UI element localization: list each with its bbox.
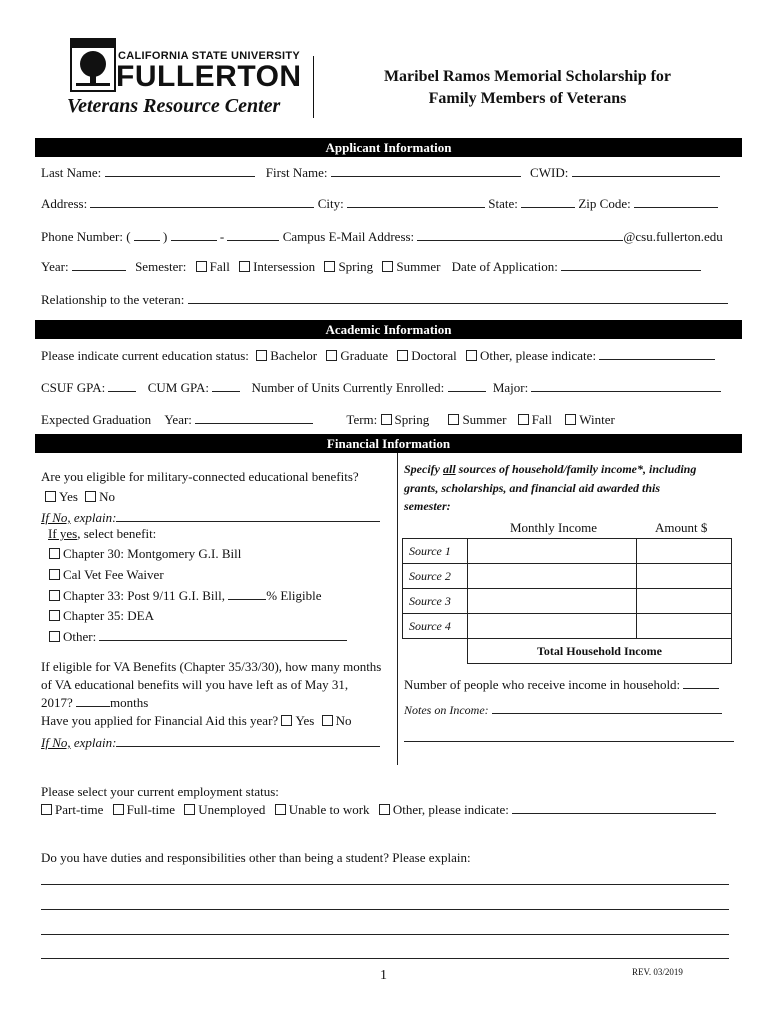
csuf-gpa-field[interactable] — [108, 380, 136, 392]
phone-row — [41, 229, 723, 245]
duties-line-1[interactable] — [41, 874, 729, 885]
semester-spring-option[interactable]: Spring — [324, 259, 373, 274]
if-yes-label: If yes — [48, 526, 78, 541]
financial-aid-no-explain-row — [41, 735, 380, 751]
checkbox-icon[interactable] — [45, 491, 56, 502]
select-benefit-label: , select benefit: — [77, 526, 157, 541]
checkbox-icon[interactable] — [281, 715, 292, 726]
financial-aid-yes-option[interactable]: Yes — [281, 713, 314, 728]
status-doctoral-option[interactable]: Doctoral — [397, 348, 456, 363]
phone-paren: ) — [163, 229, 168, 244]
city-label: City: — [317, 196, 344, 211]
checkbox-icon[interactable] — [397, 350, 408, 361]
income-row — [403, 539, 732, 564]
va-months-question-line1: If eligible for VA Benefits (Chapter 35/33/30), how many months — [41, 659, 382, 674]
income-table — [402, 538, 732, 664]
income-source-label: Source 4 — [403, 614, 468, 639]
cum-gpa-field[interactable] — [212, 380, 240, 392]
benefit-chapter33-option[interactable]: Chapter 33: Post 9/11 G.I. Bill, % Eligible — [49, 588, 322, 604]
benefits-no-explain-row — [41, 510, 380, 526]
benefit-chapter35-option[interactable]: Chapter 35: DEA — [49, 608, 154, 624]
benefits-yes-option[interactable]: Yes — [45, 489, 78, 504]
checkbox-icon[interactable] — [382, 261, 393, 272]
checkbox-icon[interactable] — [184, 804, 195, 815]
first-name-label: First Name: — [265, 165, 328, 180]
monthly-income-cell[interactable] — [468, 589, 637, 614]
campus-name: FULLERTON — [116, 60, 302, 93]
checkbox-icon[interactable] — [326, 350, 337, 361]
semester-intersession-option[interactable]: Intersession — [239, 259, 315, 274]
duties-question: Do you have duties and responsibilities other than being a student? Please explain: — [41, 850, 471, 865]
employment-options-row — [41, 802, 716, 818]
duties-line-2[interactable] — [41, 899, 729, 910]
va-months-row — [41, 695, 148, 711]
phone-label: Phone Number: ( — [41, 229, 131, 244]
name-row — [41, 165, 720, 181]
city-field[interactable] — [347, 196, 485, 208]
semester-summer-option[interactable]: Summer — [382, 259, 440, 274]
benefits-no-option[interactable]: No — [85, 489, 115, 504]
monthly-income-header: Monthly Income — [510, 520, 598, 535]
checkbox-icon[interactable] — [49, 610, 60, 621]
section-academic: Academic Information — [35, 320, 742, 339]
term-row — [41, 259, 701, 275]
employment-other-option[interactable]: Other, please indicate: — [379, 802, 509, 817]
people-receiving-field[interactable] — [683, 677, 719, 689]
phone-prefix-field[interactable] — [171, 229, 217, 241]
graduation-year-field[interactable] — [195, 412, 313, 424]
va-months-field[interactable] — [76, 695, 110, 707]
csuf-gpa-label: CSUF GPA: — [41, 380, 106, 395]
address-label: Address: — [41, 196, 88, 211]
income-row — [403, 589, 732, 614]
benefit-calvet-option[interactable]: Cal Vet Fee Waiver — [49, 567, 164, 583]
benefits-no-explain-field[interactable] — [116, 510, 380, 522]
income-row — [403, 564, 732, 589]
section-applicant: Applicant Information — [35, 138, 742, 157]
monthly-income-cell[interactable] — [468, 614, 637, 639]
income-source-label: Source 1 — [403, 539, 468, 564]
year-field[interactable] — [72, 259, 126, 271]
graduation-term-label: Term: — [346, 412, 378, 427]
term-spring-option[interactable]: Spring — [381, 412, 430, 427]
months-label: months — [110, 695, 149, 710]
cwid-field[interactable] — [572, 165, 720, 177]
form-title-line2: Family Members of Veterans — [428, 90, 627, 107]
people-receiving-label: Number of people who receive income in household: — [404, 677, 681, 692]
education-status-row — [41, 348, 715, 364]
expected-graduation-label: Expected Graduation — [41, 412, 152, 427]
term-fall-option[interactable]: Fall — [518, 412, 552, 427]
va-months-question-line2: of VA educational benefits will you have left as of May 31, — [41, 677, 349, 692]
duties-line-4[interactable] — [41, 948, 729, 959]
checkbox-icon[interactable] — [379, 804, 390, 815]
notes-on-income-row — [404, 702, 722, 718]
total-household-income-label: Total Household Income — [468, 639, 732, 664]
term-winter-option[interactable]: Winter — [565, 412, 615, 427]
checkbox-icon[interactable] — [448, 414, 459, 425]
phone-dash: - — [219, 229, 225, 244]
checkbox-icon[interactable] — [49, 569, 60, 580]
checkbox-icon[interactable] — [322, 715, 333, 726]
phone-area-field[interactable] — [134, 229, 160, 241]
financial-aid-explain-field[interactable] — [116, 735, 380, 747]
relationship-label: Relationship to the veteran: — [41, 292, 185, 307]
people-receiving-row — [404, 677, 719, 693]
header-divider — [313, 56, 314, 118]
checkbox-icon[interactable] — [518, 414, 529, 425]
education-status-label: Please indicate current education status: — [41, 348, 249, 363]
checkbox-icon[interactable] — [466, 350, 477, 361]
benefits-yes-no — [45, 489, 115, 505]
date-of-application-label: Date of Application: — [451, 259, 558, 274]
total-row — [403, 639, 732, 664]
income-row — [403, 614, 732, 639]
employment-question: Please select your current employment status: — [41, 784, 279, 799]
financial-column-divider — [397, 453, 398, 765]
amount-cell[interactable] — [637, 564, 732, 589]
checkbox-icon[interactable] — [256, 350, 267, 361]
checkbox-icon[interactable] — [381, 414, 392, 425]
zip-field[interactable] — [634, 196, 718, 208]
center-name: Veterans Resource Center — [67, 95, 281, 117]
checkbox-icon[interactable] — [324, 261, 335, 272]
amount-cell[interactable] — [637, 589, 732, 614]
checkbox-icon[interactable] — [41, 804, 52, 815]
explain-label: explain: — [73, 510, 117, 525]
employment-unable-option[interactable]: Unable to work — [275, 802, 370, 817]
email-field[interactable] — [417, 229, 623, 241]
employment-full-time-option[interactable]: Full-time — [113, 802, 175, 817]
status-bachelor-option[interactable]: Bachelor — [256, 348, 317, 363]
notes-on-income-field[interactable] — [492, 702, 722, 714]
units-label: Number of Units Currently Enrolled: — [251, 380, 445, 395]
revision-date: REV. 03/2019 — [632, 967, 683, 977]
employment-other-field[interactable] — [512, 802, 716, 814]
monthly-income-cell[interactable] — [468, 564, 637, 589]
relationship-field[interactable] — [188, 292, 728, 304]
income-instructions-line3: semester: — [404, 499, 451, 513]
phone-line-field[interactable] — [227, 229, 279, 241]
benefit-other-option[interactable]: Other: — [49, 629, 347, 645]
checkbox-icon[interactable] — [239, 261, 250, 272]
income-source-label: Source 3 — [403, 589, 468, 614]
amount-cell[interactable] — [637, 539, 732, 564]
if-no-label: If No, — [41, 735, 71, 750]
status-other-field[interactable] — [599, 348, 715, 360]
employment-unemployed-option[interactable]: Unemployed — [184, 802, 265, 817]
financial-aid-no-option[interactable]: No — [322, 713, 352, 728]
year-label: Year: — [41, 259, 69, 274]
notes-on-income-label: Notes on Income: — [404, 703, 489, 717]
status-other-option[interactable]: Other, please indicate: — [466, 348, 596, 363]
email-domain: @csu.fullerton.edu — [623, 229, 723, 244]
checkbox-icon[interactable] — [49, 548, 60, 559]
state-field[interactable] — [521, 196, 575, 208]
major-field[interactable] — [531, 380, 721, 392]
checkbox-icon[interactable] — [196, 261, 207, 272]
checkbox-icon[interactable] — [85, 491, 96, 502]
chapter33-percent-field[interactable] — [228, 588, 266, 600]
benefit-chapter30-option[interactable]: Chapter 30: Montgomery G.I. Bill — [49, 546, 241, 562]
financial-aid-row — [41, 713, 352, 729]
csuf-logo — [70, 38, 116, 92]
income-source-label: Source 2 — [403, 564, 468, 589]
graduation-year-label: Year: — [164, 412, 192, 427]
benefits-question: Are you eligible for military-connected educational benefits? — [41, 469, 359, 484]
financial-aid-question: Have you applied for Financial Aid this year? — [41, 713, 279, 728]
checkbox-icon[interactable] — [565, 414, 576, 425]
checkbox-icon[interactable] — [275, 804, 286, 815]
semester-fall-option[interactable]: Fall — [196, 259, 230, 274]
first-name-field[interactable] — [331, 165, 521, 177]
university-name: CALIFORNIA STATE UNIVERSITY — [118, 50, 301, 62]
checkbox-icon[interactable] — [49, 631, 60, 642]
cum-gpa-label: CUM GPA: — [147, 380, 209, 395]
tree-icon — [72, 40, 114, 90]
employment-part-time-option[interactable]: Part-time — [41, 802, 103, 817]
date-of-application-field[interactable] — [561, 259, 701, 271]
relationship-row — [41, 292, 728, 308]
cwid-label: CWID: — [530, 165, 569, 180]
gpa-row — [41, 380, 721, 396]
term-summer-option[interactable]: Summer — [448, 412, 506, 427]
amount-cell[interactable] — [637, 614, 732, 639]
checkbox-icon[interactable] — [49, 590, 60, 601]
monthly-income-cell[interactable] — [468, 539, 637, 564]
graduation-row — [41, 412, 615, 428]
units-field[interactable] — [448, 380, 486, 392]
checkbox-icon[interactable] — [113, 804, 124, 815]
form-title-line1: Maribel Ramos Memorial Scholarship for — [383, 68, 672, 85]
income-instructions-line2: grants, scholarships, and financial aid awarded this — [404, 481, 661, 495]
major-label: Major: — [492, 380, 529, 395]
last-name-field[interactable] — [105, 165, 255, 177]
zip-label: Zip Code: — [578, 196, 631, 211]
status-graduate-option[interactable]: Graduate — [326, 348, 388, 363]
explain-label: explain: — [73, 735, 117, 750]
income-instructions-line1: Specify all sources of household/family income*, including — [404, 462, 697, 476]
notes-on-income-line2[interactable] — [404, 730, 734, 746]
address-field[interactable] — [90, 196, 314, 208]
address-row — [41, 196, 718, 212]
semester-label: Semester: — [135, 259, 187, 274]
state-label: State: — [488, 196, 518, 211]
va-year-label: 2017? — [41, 695, 73, 710]
section-financial: Financial Information — [35, 434, 742, 453]
if-no-label: If No, — [41, 510, 71, 525]
benefit-other-field[interactable] — [99, 629, 347, 641]
duties-line-3[interactable] — [41, 924, 729, 935]
email-label: Campus E-Mail Address: — [282, 229, 415, 244]
page-number: 1 — [380, 968, 387, 983]
last-name-label: Last Name: — [41, 165, 102, 180]
select-benefit-row — [48, 526, 156, 542]
amount-header: Amount $ — [655, 520, 708, 535]
